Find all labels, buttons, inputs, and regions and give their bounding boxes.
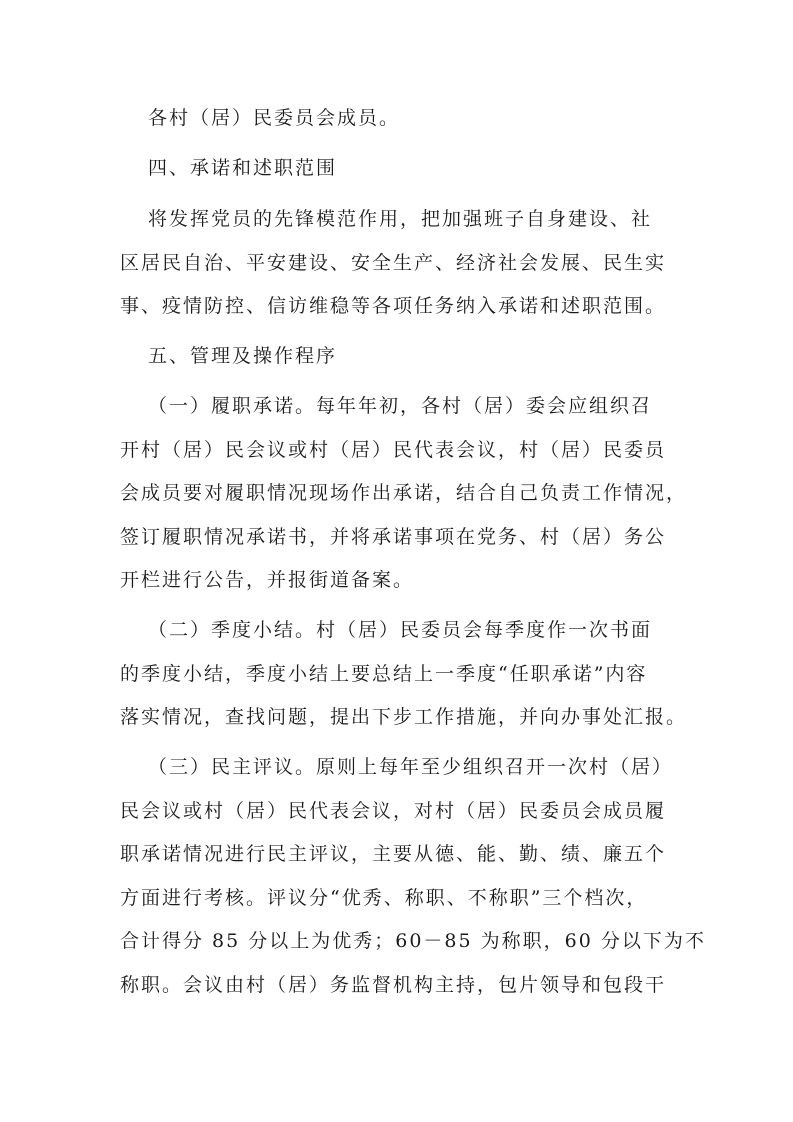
text-line: （一）履职承诺。每年年初，各村（居）委会应组织召 [148,395,653,417]
text-line: 职承诺情况进行民主评议，主要从德、能、勤、绩、廉五个 [120,843,667,865]
text-line: 会成员要对履职情况现场作出承诺，结合自己负责工作情况， [120,482,688,504]
section-heading: 四、承诺和述职范围 [148,157,338,179]
text-line: （三）民主评议。原则上每年至少组织召开一次村（居） [148,756,674,778]
text-line: 方面进行考核。评议分“优秀、称职、不称职”三个档次， [120,887,648,909]
text-line: （二）季度小结。村（居）民委员会每季度作一次书面 [148,619,653,641]
text-line: 民会议或村（居）民代表会议，对村（居）民委员会成员履 [120,800,667,822]
text-line: 各村（居）民委员会成员。 [148,107,401,129]
text-line: 事、疫情防控、信访维稳等各项任务纳入承诺和述职范围。 [120,295,667,317]
section-heading: 五、管理及操作程序 [148,345,338,367]
text-line: 签订履职情况承诺书，并将承诺事项在党务、村（居）务公 [120,526,667,548]
text-line: 称职。会议由村（居）务监督机构主持，包片领导和包段干 [120,974,667,996]
text-line: 开村（居）民会议或村（居）民代表会议，村（居）民委员 [120,439,667,461]
text-line: 开栏进行公告，并报街道备案。 [120,569,415,591]
text-line: 将发挥党员的先锋模范作用，把加强班子自身建设、社 [148,208,653,230]
text-line: 落实情况，查找问题，提出下步工作措施，并向办事处汇报。 [120,706,688,728]
text-line: 的季度小结，季度小结上要总结上一季度“任职承诺”内容 [120,663,648,685]
text-line: 合计得分 85 分以上为优秀；60－85 为称职，60 分以下为不 [120,930,706,952]
text-line: 区居民自治、平安建设、安全生产、经济社会发展、民生实 [120,252,667,274]
